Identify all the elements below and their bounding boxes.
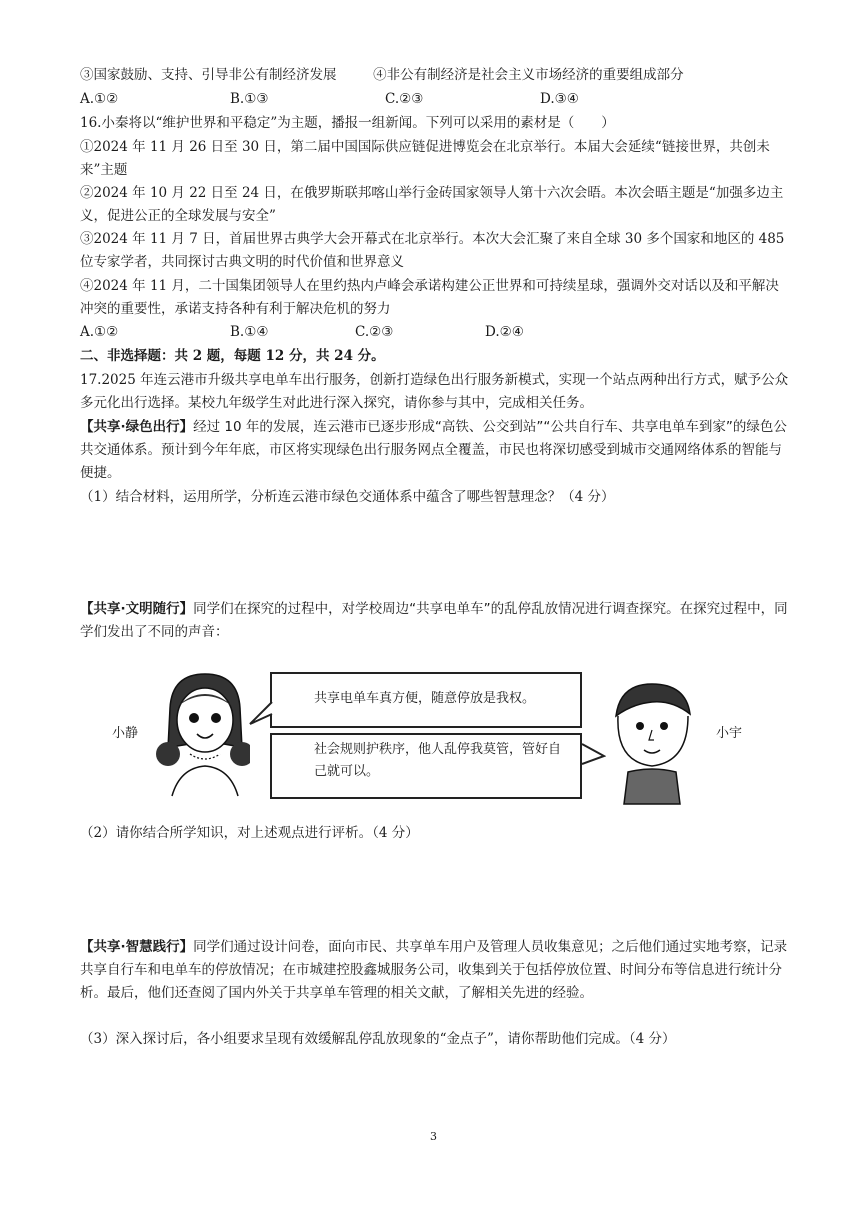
q17-sub-question-2: （2）请你结合所学知识，对上述观点进行评析。（4 分） bbox=[80, 825, 419, 841]
q16-option-d: D.②④ bbox=[485, 324, 524, 340]
speech-bubble-1-text: 共享电单车真方便，随意停放是我权。 bbox=[314, 691, 536, 706]
q15-options bbox=[80, 88, 780, 111]
girl-name-label: 小静 bbox=[112, 726, 139, 741]
q15-option-a: A.①② bbox=[80, 91, 119, 107]
q16-option-a: A.①② bbox=[80, 324, 119, 340]
speech-bubble-2-text: 社会规则护秩序，他人乱停我莫管，管好自己就可以。 bbox=[314, 742, 562, 779]
q15-option-c: C.②③ bbox=[385, 91, 424, 107]
q15-statement-4: ④非公有制经济是社会主义市场经济的重要组成部分 bbox=[373, 67, 684, 83]
speech-bubble-1 bbox=[270, 672, 582, 728]
q16-options bbox=[80, 321, 780, 344]
bubble-1-tail bbox=[248, 700, 274, 730]
q17-sub-question-3: （3）深入探讨后，各小组要求呈现有效缓解乱停乱放现象的“金点子”，请你帮助他们完成。（4 分） bbox=[80, 1031, 676, 1047]
q16-item-3: ③2024 年 11 月 7 日，首届世界古典学大会开幕式在北京举行。本次大会汇聚了来自全球 30 多个国家和地区的 485 位专家学者，共同探讨古典文明的时代价值和世界意义 bbox=[80, 231, 785, 270]
q17-civil-material bbox=[80, 598, 792, 644]
page-number: 3 bbox=[430, 1130, 437, 1143]
q16-option-b: B.①④ bbox=[230, 324, 269, 340]
q16-option-c: C.②③ bbox=[355, 324, 394, 340]
wisdom-label: 【共享·智慧践行】 bbox=[80, 939, 194, 955]
civil-text: 同学们在探究的过程中，对学校周边“共享电单车”的乱停乱放情况进行调查探究。在探究过程中，同学们发出了不同的声音： bbox=[80, 601, 788, 640]
q16-item-4: ④2024 年 11 月，二十国集团领导人在里约热内卢峰会承诺构建公正世界和可持续星球，强调外交对话以及和平解决冲突的重要性，承诺支持各种有利于解决危机的努力 bbox=[80, 278, 779, 317]
q15-statement-3: ③国家鼓励、支持、引导非公有制经济发展 bbox=[80, 67, 337, 83]
q16-item-1: ①2024 年 11 月 26 日至 30 日，第二届中国国际供应链促进博览会在北京举行。本届大会延续“链接世界，共创未来”主题 bbox=[80, 139, 770, 178]
q17-wisdom-material bbox=[80, 936, 792, 1005]
speech-bubble-2 bbox=[270, 733, 582, 799]
section-2-heading: 二、非选择题：共 2 题，每题 12 分，共 24 分。 bbox=[80, 348, 385, 364]
q15-option-d: D.③④ bbox=[540, 91, 579, 107]
wisdom-text: 同学们通过设计问卷，面向市民、共享单车用户及管理人员收集意见；之后他们通过实地考察，记录共享自行车和电单车的停放情况；在市城建控股鑫城服务公司，收集到关于包括停放位置、时间分布等信息进行统计分析。最后，他们还查阅了国内外关于共享单车管理的相关文献，了解相关先进的经验。 bbox=[80, 939, 788, 1001]
girl-illustration bbox=[150, 668, 250, 798]
green-travel-label: 【共享·绿色出行】 bbox=[80, 419, 194, 435]
q16-item-2: ②2024 年 10 月 22 日至 24 日，在俄罗斯联邦喀山举行金砖国家领导人第十六次会晤。本次会晤主题是“加强多边主义，促进公正的全球发展与安全” bbox=[80, 185, 784, 224]
civil-label: 【共享·文明随行】 bbox=[80, 601, 194, 617]
q17-green-material bbox=[80, 416, 792, 485]
boy-name-label: 小宇 bbox=[716, 726, 743, 741]
q15-option-b: B.①③ bbox=[230, 91, 269, 107]
q17-sub-question-1: （1）结合材料，运用所学，分析连云港市绿色交通体系中蕴含了哪些智慧理念？（4 分） bbox=[80, 489, 615, 505]
q17-stem: 17.2025 年连云港市升级共享电单车出行服务，创新打造绿色出行服务新模式，实现一个站点两种出行方式，赋予公众多元化出行选择。某校九年级学生对此进行深入探究，请你参与其中，完成相关任务。 bbox=[80, 372, 789, 411]
boy-illustration bbox=[602, 676, 702, 806]
green-travel-text: 经过 10 年的发展，连云港市已逐步形成“高铁、公交到站”“公共自行车、共享电单车到家”的绿色公共交通体系。预计到今年年底，市区将实现绿色出行服务网点全覆盖，市民也将深切感受到城市交通网络体系的智能与便捷。 bbox=[80, 419, 787, 481]
q15-statements bbox=[80, 64, 797, 87]
q16-stem: 16.小秦将以“维护世界和平稳定”为主题，播报一组新闻。下列可以采用的素材是（ ） bbox=[80, 115, 615, 131]
